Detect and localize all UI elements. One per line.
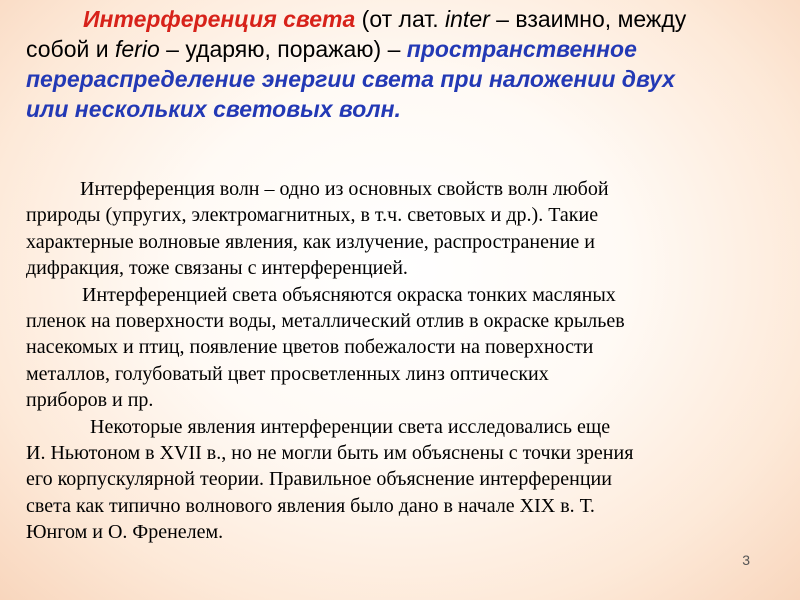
definition-text: – ударяю, поражаю) – — [159, 36, 407, 62]
definition-line-1 — [26, 4, 766, 34]
body-text — [26, 176, 786, 546]
paragraph-line: характерные волновые явления, как излучение, распространение и — [26, 230, 595, 253]
definition-text: (от лат. — [355, 6, 446, 32]
paragraph-line: дифракция, тоже связаны с интерференцией. — [26, 257, 408, 280]
paragraph-1 — [26, 176, 786, 282]
definition-line-3: перераспределение энергии света при наложении двух — [26, 66, 675, 92]
paragraph-line: Юнгом и О. Френелем. — [26, 521, 224, 544]
paragraph-line: И. Ньютоном в XVII в., но не могли быть им объяснены с точки зрения — [26, 442, 634, 465]
definition-term: Интерференция света — [83, 6, 356, 32]
definition-line-2 — [26, 34, 766, 64]
paragraph-2 — [26, 282, 786, 414]
paragraph-line: металлов, голубоватый цвет просветленных линз оптических — [26, 362, 549, 385]
definition-text: собой и — [26, 36, 115, 62]
paragraph-line: Интерференция волн – одно из основных свойств волн любой — [80, 178, 609, 200]
definition-text: – взаимно, между — [489, 6, 687, 32]
paragraph-3 — [26, 414, 786, 546]
paragraph-line: насекомых и птиц, появление цветов побежалости на поверхности — [26, 336, 594, 359]
paragraph-line: природы (упругих, электромагнитных, в т.ч. световых и др.). Такие — [26, 204, 599, 227]
definition-emphasis: пространственное — [406, 36, 637, 62]
definition-line-4: или нескольких световых волн. — [26, 96, 401, 122]
paragraph-line: света как типично волнового явления было дано в начале XIX в. Т. — [26, 494, 595, 517]
paragraph-line: приборов и пр. — [26, 389, 154, 412]
paragraph-line: пленок на поверхности воды, металлический отлив в окраске крыльев — [26, 310, 625, 333]
paragraph-line: его корпускулярной теории. Правильное объяснение интерференции — [26, 468, 612, 491]
latin-word: ferio — [115, 36, 160, 62]
page-number: 3 — [742, 552, 750, 568]
latin-word: inter — [445, 6, 490, 32]
paragraph-line: Некоторые явления интерференции света исследовались еще — [90, 415, 611, 438]
definition-block — [26, 4, 766, 124]
paragraph-line: Интерференцией света объясняются окраска тонких масляных — [82, 283, 616, 306]
